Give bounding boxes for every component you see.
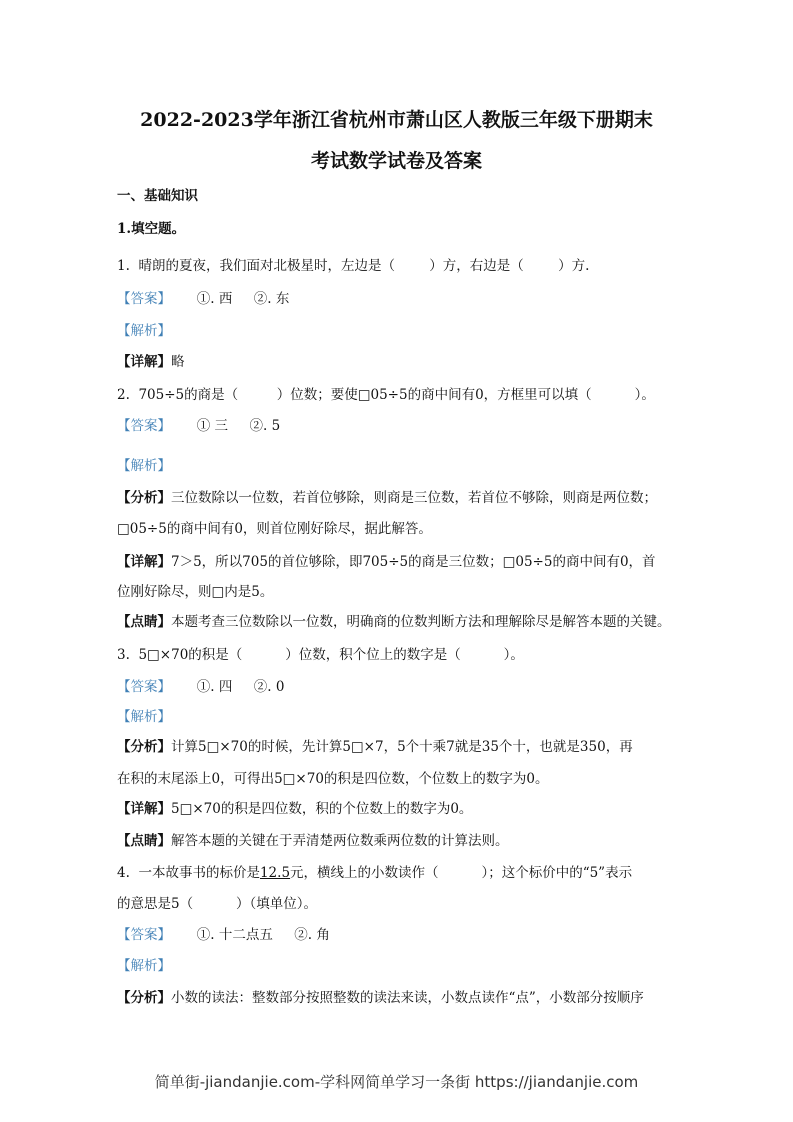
text-line bbox=[117, 322, 171, 340]
text-line bbox=[117, 678, 284, 696]
text-line bbox=[117, 613, 671, 631]
section-label: 【答案】 bbox=[117, 291, 171, 307]
text-line bbox=[117, 386, 655, 404]
text-segment: □05÷5的商中间有0，则首位刚好除尽，据此解答。 bbox=[117, 521, 432, 537]
text-segment: 一、基础知识 bbox=[117, 188, 198, 204]
text-segment: 小数的读法：整数部分按照整数的读法来读，小数点读作“点”，小数部分按顺序 bbox=[171, 990, 644, 1006]
section-label: 【点睛】 bbox=[117, 614, 171, 630]
text-segment: 位刚好除尽，则□内是5。 bbox=[117, 584, 274, 600]
text-line bbox=[117, 864, 632, 882]
text-line bbox=[117, 257, 589, 275]
text-segment: 4. 一本故事书的标价是 bbox=[117, 865, 260, 881]
text-segment: 5□×70的积是四位数，积的个位数上的数字为0。 bbox=[171, 801, 473, 817]
text-segment: 1. 晴朗的夏夜，我们面对北极星时，左边是（ ）方，右边是（ ）方. bbox=[117, 258, 590, 274]
section-label: 【解析】 bbox=[117, 458, 171, 474]
section-label: 【详解】 bbox=[117, 554, 171, 570]
text-segment: 2. 705÷5的商是（ ）位数；要使□05÷5的商中间有0，方框里可以填（ ）。 bbox=[117, 387, 655, 403]
text-segment: 3. 5□×70的积是（ ）位数，积个位上的数字是（ ）。 bbox=[117, 647, 524, 663]
footer-watermark: 简单街-jiandanjie.com-学科网简单学习一条街 https://jiandanjie.com bbox=[154, 1073, 639, 1091]
text-segment: ①. 十二点五 ②. 角 bbox=[171, 927, 330, 943]
text-segment: 12.5 bbox=[259, 865, 291, 881]
section-label: 【分析】 bbox=[117, 739, 171, 755]
text-segment: 的意思是5（ ）（填单位）。 bbox=[117, 896, 318, 912]
text-segment: 元，横线上的小数读作（ ）；这个标价中的“5”表示 bbox=[290, 865, 633, 881]
section-label: 【分析】 bbox=[117, 990, 171, 1006]
text-line bbox=[117, 989, 644, 1007]
section-label: 【答案】 bbox=[117, 679, 171, 695]
text-segment: 7＞5，所以705的首位够除，即705÷5的商是三位数；□05÷5的商中间有0，首 bbox=[171, 554, 656, 570]
text-line bbox=[117, 957, 171, 975]
text-line bbox=[117, 800, 472, 818]
text-line bbox=[117, 220, 185, 238]
text-line bbox=[117, 353, 185, 371]
section-label: 【答案】 bbox=[117, 927, 171, 943]
section-label: 【详解】 bbox=[117, 354, 171, 370]
section-label: 【详解】 bbox=[117, 801, 171, 817]
text-segment: ①. 西 ②. 东 bbox=[171, 291, 290, 307]
text-line bbox=[117, 520, 432, 538]
text-segment: 计算5□×70的时候，先计算5□×7，5个十乘7就是35个十，也就是350，再 bbox=[171, 739, 633, 755]
text-segment: 三位数除以一位数，若首位够除，则商是三位数，若首位不够除，则商是两位数； bbox=[171, 490, 657, 506]
text-line bbox=[117, 583, 273, 601]
section-label: 【解析】 bbox=[117, 709, 171, 725]
text-line bbox=[117, 926, 330, 944]
text-line bbox=[117, 553, 656, 571]
text-segment: ①. 四 ②. 0 bbox=[171, 679, 285, 695]
text-line bbox=[117, 417, 280, 435]
text-segment: 1.填空题。 bbox=[117, 221, 186, 237]
text-line bbox=[117, 708, 171, 726]
section-label: 【解析】 bbox=[117, 323, 171, 339]
text-line bbox=[117, 770, 549, 788]
text-segment: 解答本题的关键在于弄清楚两位数乘两位数的计算法则。 bbox=[171, 833, 509, 849]
text-line bbox=[117, 489, 657, 507]
text-line bbox=[117, 457, 171, 475]
text-segment: 略 bbox=[171, 354, 185, 370]
section-label: 【答案】 bbox=[117, 418, 171, 434]
text-line bbox=[117, 738, 633, 756]
text-segment: ① 三 ②. 5 bbox=[171, 418, 281, 434]
document-title-line2: 考试数学试卷及答案 bbox=[310, 150, 482, 172]
text-line bbox=[117, 895, 317, 913]
document-title-line1: 2022-2023学年浙江省杭州市萧山区人教版三年级下册期末 bbox=[140, 109, 653, 131]
section-label: 【分析】 bbox=[117, 490, 171, 506]
text-segment: 本题考查三位数除以一位数，明确商的位数判断方法和理解除尽是解答本题的关键。 bbox=[171, 614, 671, 630]
section-label: 【点睛】 bbox=[117, 833, 171, 849]
text-line bbox=[117, 832, 509, 850]
text-line bbox=[117, 290, 289, 308]
text-line bbox=[117, 187, 198, 205]
text-segment: 在积的末尾添上0，可得出5□×70的积是四位数，个位数上的数字为0。 bbox=[117, 771, 549, 787]
text-line bbox=[117, 646, 524, 664]
section-label: 【解析】 bbox=[117, 958, 171, 974]
